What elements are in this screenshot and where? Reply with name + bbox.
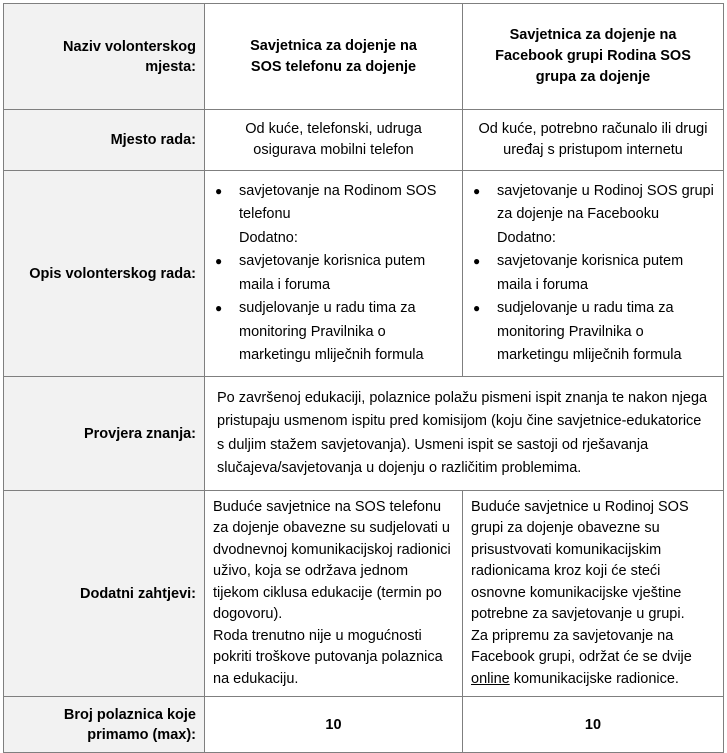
dodatni-col1-p1: Buduće savjetnice na SOS telefonu za dojenje obavezne su sudjelovati u dvodnevnoj komunikacijskoj radionici uživo, koja se održava jednom tijekom ciklusa edukacije (termin po dogovoru). [213,498,451,623]
row-opis [4,171,724,377]
list-item: ● savjetovanje u Rodinoj SOS grupi za dojenje na Facebooku [469,180,717,227]
label-broj: Broj polaznica koje primamo (max): [4,697,205,753]
label-naziv: Naziv volonterskog mjesta: [4,4,205,110]
bullet-icon: ● [215,254,223,268]
label-mjesto: Mjesto rada: [4,110,205,171]
opis-col2 [463,171,724,377]
opis-col2-extra: Dodatno: [497,229,556,246]
list-item: ● savjetovanje korisnica putem maila i foruma [469,250,717,297]
opis-col1-list [211,180,456,227]
volunteer-positions-table [3,3,724,753]
dodatni-col1 [205,491,463,697]
header-col2: Savjetnica za dojenje na Facebook grupi Rodina SOS grupa za dojenje [463,4,724,110]
row-provjera [4,377,724,491]
row-broj [4,697,724,753]
list-item: ● savjetovanje korisnica putem maila i foruma [211,250,456,297]
row-mjesto [4,110,724,171]
mjesto-col2: Od kuće, potrebno računalo ili drugi uređaj s pristupom internetu [463,110,724,171]
mjesto-col1: Od kuće, telefonski, udruga osigurava mobilni telefon [205,110,463,171]
bullet-icon: ● [473,254,481,268]
bullet-icon: ● [473,183,481,198]
opis-col1 [205,171,463,377]
dodatni-col2 [463,491,724,697]
row-dodatni [4,491,724,697]
dodatni-col2-p1: Buduće savjetnice u Rodinoj SOS grupi za dojenje obavezne su prisustvovati komunikacijskim radionicama kroz koji će steći osnovne komunikacijske vještine potrebne za savjetovanje u grupi. [471,498,689,623]
header-col1: Savjetnica za dojenje na SOS telefonu za dojenje [205,4,463,110]
opis-col2-list [469,180,717,227]
list-item: ● sudjelovanje u radu tima za monitoring Pravilnika o marketingu mliječnih formula [469,297,717,368]
dodatni-col1-p2: Roda trenutno nije u mogućnosti pokriti troškove putovanja polaznica na edukaciju. [213,627,443,687]
list-item: ● sudjelovanje u radu tima za monitoring Pravilnika o marketingu mliječnih formula [211,297,456,368]
dodatni-col2-p2: Za pripremu za savjetovanje na Facebook grupi, održat će se dvije online komunikacijske radionice. [471,627,692,687]
label-provjera: Provjera znanja: [4,377,205,491]
label-opis: Opis volonterskog rada: [4,171,205,377]
broj-col1: 10 [205,697,463,753]
opis-col2-list2 [469,250,717,368]
label-dodatni: Dodatni zahtjevi: [4,491,205,697]
online-link[interactable]: online [471,670,510,687]
bullet-icon: ● [215,183,223,198]
bullet-icon: ● [473,301,481,315]
row-header [4,4,724,110]
provjera-text: Po završenoj edukaciji, polaznice polažu pismeni ispit znanja te nakon njega pristupaju usmenom ispitu pred komisijom (koju čine savjetnice-edukatorice s duljim stažem savjetovanja). Usmeni ispit se sastoji od rješavanja slučajeva/savjetovanja u dojenju o različitim problemima. [205,377,724,491]
opis-col1-extra: Dodatno: [239,229,298,246]
broj-col2: 10 [463,697,724,753]
bullet-icon: ● [215,301,223,315]
list-item: ● savjetovanje na Rodinom SOS telefonu [211,180,456,227]
opis-col1-list2 [211,250,456,368]
